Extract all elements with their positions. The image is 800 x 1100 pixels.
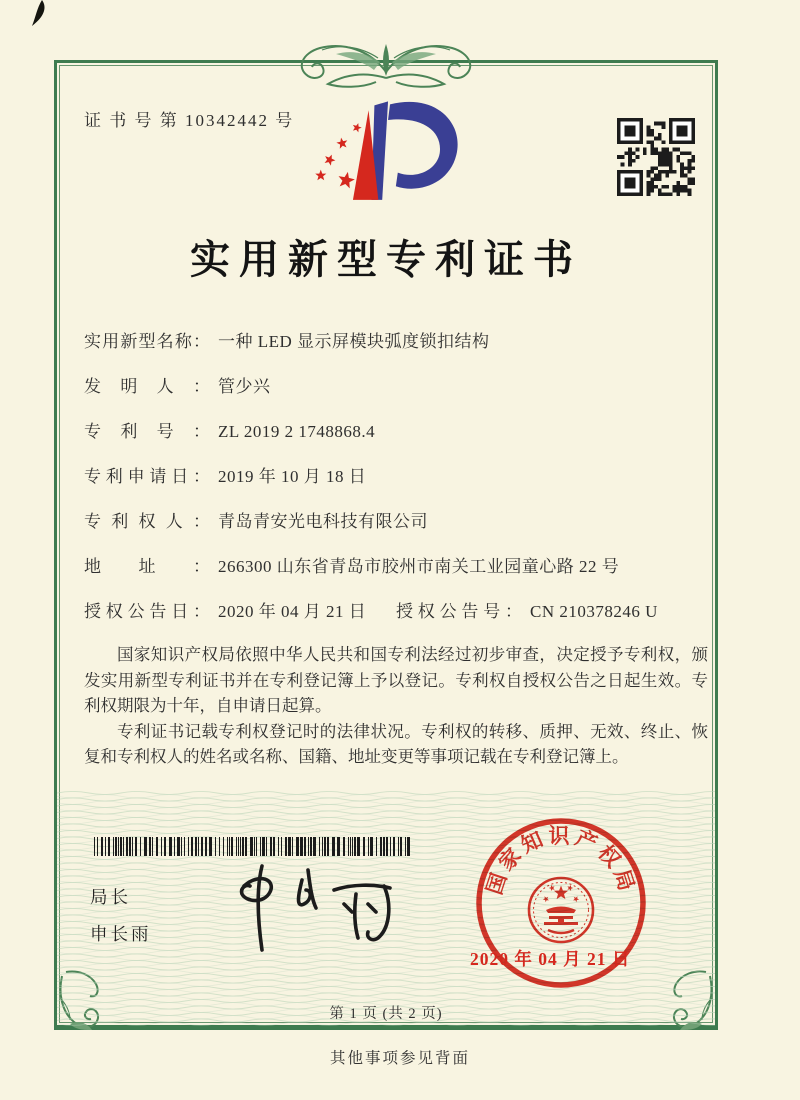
field-label: 授权公告日： [84, 602, 210, 621]
qr-code-icon [617, 118, 695, 196]
grant-date-pair [84, 600, 396, 624]
field-label: 专利申请日： [84, 467, 210, 486]
field-list [84, 330, 708, 645]
handwritten-signature [216, 856, 406, 956]
field-label: 授权公告号： [396, 602, 522, 621]
field-row-inventor [84, 375, 708, 399]
field-label: 实用新型名称： [84, 332, 210, 351]
field-label: 专利权人： [84, 512, 210, 531]
field-label: 地址： [84, 557, 210, 576]
back-side-note: 其他事项参见背面 [329, 1050, 470, 1067]
field-value: 青岛青安光电科技有限公司 [218, 512, 428, 531]
field-value: 266300 山东省青岛市胶州市南关工业园童心路 22 号 [218, 557, 620, 576]
field-row-patentee [84, 510, 708, 534]
barcode-icon [94, 837, 414, 856]
field-value: 2020 年 04 月 21 日 [218, 602, 367, 621]
field-value: ZL 2019 2 1748868.4 [218, 422, 376, 441]
certificate-number: 证 书 号 第 10342442 号 [84, 111, 295, 130]
field-value: 一种 LED 显示屏模块弧度锁扣结构 [218, 332, 490, 351]
field-row-address [84, 555, 708, 579]
signatory-name: 申长雨 [90, 924, 152, 944]
field-row-name [84, 330, 708, 354]
top-border-ornament-icon [266, 32, 506, 96]
page-number: 第 1 页 (共 2 页) [329, 1006, 443, 1022]
seal-date: 2020 年 04 月 21 日 [470, 949, 631, 969]
field-row-filing-date [84, 465, 708, 489]
field-value: 2019 年 10 月 18 日 [218, 467, 367, 486]
field-label: 专利号： [84, 422, 210, 441]
legal-text-block [84, 642, 708, 770]
signatory-title: 局长 [90, 887, 131, 907]
field-value: CN 210378246 U [530, 602, 658, 621]
grant-number-pair [396, 600, 658, 624]
field-row-patent-number [84, 420, 708, 444]
field-row-grant [84, 600, 708, 624]
legal-paragraph-2: 专利证书记载专利权登记时的法律状况。专利权的转移、质押、无效、终止、恢复和专利权人的姓名或名称、国籍、地址变更等事项记载在专利登记簿上。 [84, 721, 708, 766]
seal-text: 国家知识产权局 [482, 823, 640, 898]
signatory-block [90, 884, 152, 958]
certificate-title: 实用新型专利证书 [190, 237, 582, 282]
field-value: 管少兴 [218, 377, 271, 396]
field-label: 发明人： [84, 377, 210, 396]
legal-paragraph-1: 国家知识产权局依照中华人民共和国专利法经过初步审查，决定授予专利权，颁发实用新型专利证书并在专利登记簿上予以登记。专利权自授权公告之日起生效。专利权期限为十年，自申请日起算。 [84, 645, 708, 715]
national-emblem-icon [529, 878, 593, 942]
cnipa-logo-icon [312, 98, 468, 216]
pen-mark-artifact [20, 0, 50, 28]
